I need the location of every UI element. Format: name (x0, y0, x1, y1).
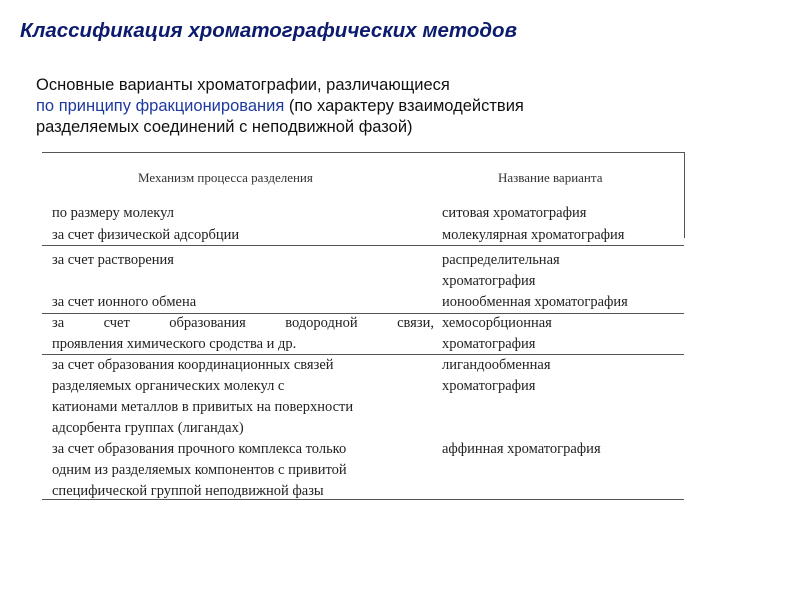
header-name: Название варианта (498, 170, 603, 185)
table-cell-mechanism: за счет ионного обмена (52, 294, 197, 310)
slide-title: Классификация хроматографических методов (20, 19, 517, 42)
table-cell-mechanism: за счет физической адсорбции (52, 227, 240, 243)
intro-line-1: Основные варианты хроматографии, различающиеся (36, 76, 450, 94)
table-cell-mechanism: катионами металлов в привитых на поверхности (52, 399, 354, 415)
intro-line-2-rest: (по характеру взаимодействия (284, 97, 524, 115)
table-cell-mechanism: проявления химического сродства и др. (52, 336, 297, 352)
table-cell-mechanism: по размеру молекул (52, 205, 174, 221)
table-cell-name: хроматография (442, 378, 536, 394)
intro-line-2 (36, 96, 524, 117)
table-cell-name: хроматография (442, 273, 536, 289)
table-cell-name: ионообменная хроматография (442, 294, 628, 310)
table-cell-word: за (52, 315, 65, 331)
table-cell-name: аффинная хроматография (442, 441, 601, 457)
table-cell-mechanism: одним из разделяемых компонентов с привитой (52, 462, 347, 478)
table-cell-name: хемосорбционная (442, 315, 552, 331)
table-cell-word: счет (103, 315, 130, 331)
table-cell-name: распределительная (442, 252, 560, 268)
intro-paragraph (36, 75, 524, 138)
classification-table (42, 152, 684, 500)
table-cell-word: водородной (285, 315, 358, 331)
intro-line-3: разделяемых соединений с неподвижной фазой) (36, 118, 413, 136)
table-cell-mechanism: за счет образования координационных связей (52, 357, 334, 373)
table-cell-word: образования (169, 315, 246, 331)
table-cell-mechanism: разделяемых органических молекул с (52, 378, 285, 394)
header-mechanism: Механизм процесса разделения (138, 170, 313, 185)
table-cell-name: молекулярная хроматография (442, 227, 625, 243)
table-cell-mechanism: специфической группой неподвижной фазы (52, 483, 324, 499)
intro-highlight: по принципу фракционирования (36, 97, 285, 115)
table-cell-mechanism: за счет образования прочного комплекса только (52, 441, 347, 457)
table-top-rule (42, 152, 684, 153)
table-cell-word: связи, (397, 315, 434, 331)
table-cell-name: хроматография (442, 336, 536, 352)
table-cell-name: ситовая хроматография (442, 205, 587, 221)
table-right-border (684, 152, 685, 238)
table-cell-mechanism: адсорбента группах (лигандах) (52, 420, 244, 436)
table-cell-mechanism (52, 313, 434, 334)
table-cell-mechanism: за счет растворения (52, 252, 174, 268)
table-cell-name: лигандообменная (442, 357, 551, 373)
